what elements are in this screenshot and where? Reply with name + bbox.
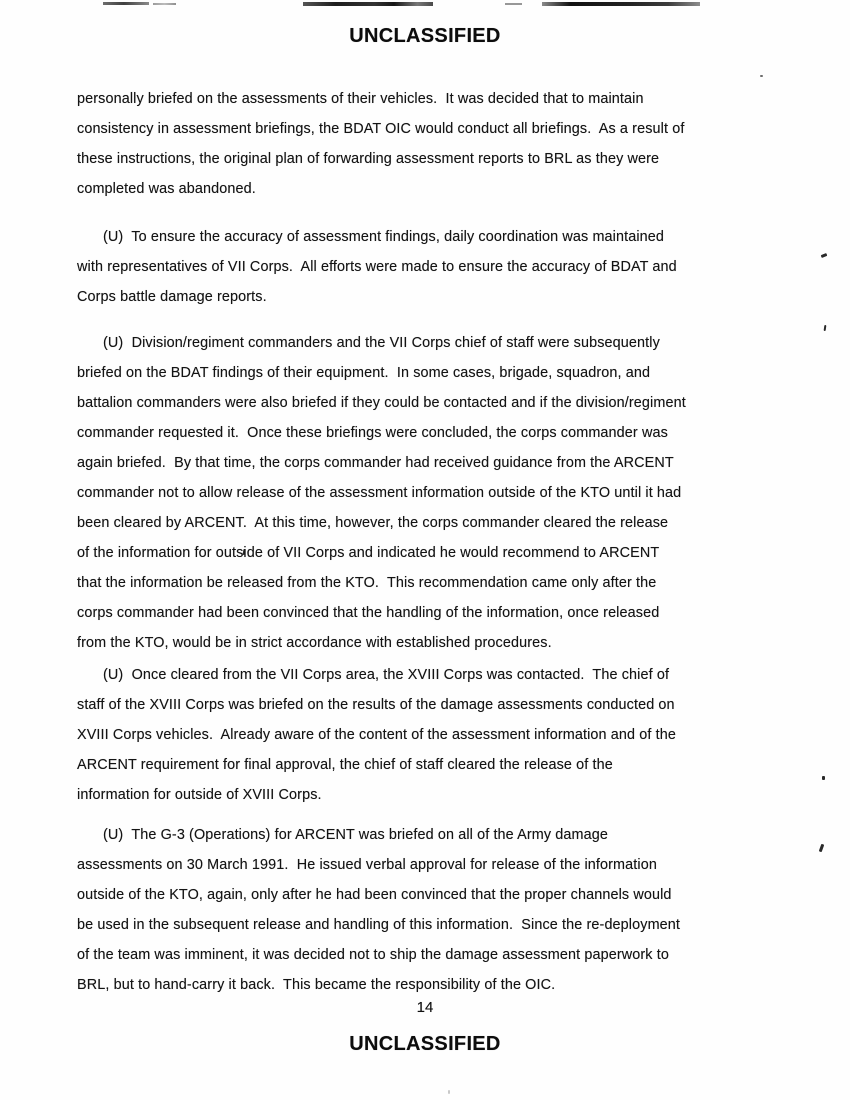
text-line: personally briefed on the assessments of their vehicles. It was decided that to maintain — [77, 91, 644, 107]
text-line: Corps battle damage reports. — [77, 289, 267, 305]
text-line: of the information for outside of VII Corps and indicated he would recommend to ARCENT — [77, 545, 660, 561]
text-line: (U) Once cleared from the VII Corps area, the XVIII Corps was contacted. The chief of — [103, 667, 670, 683]
text-line: corps commander had been convinced that the handling of the information, once released — [77, 605, 660, 621]
text-line: be used in the subsequent release and handling of this information. Since the re-deployment — [77, 917, 681, 933]
scan-streak — [542, 2, 700, 6]
paragraph — [77, 820, 753, 1000]
paragraph — [77, 328, 753, 658]
paragraph — [77, 222, 753, 312]
footer-classification-banner: UNCLASSIFIED — [349, 1033, 501, 1055]
text-line: battalion commanders were also briefed if they could be contacted and if the division/regiment — [77, 395, 686, 411]
text-line: (U) Division/regiment commanders and the VII Corps chief of staff were subsequently — [103, 335, 660, 351]
text-line: from the KTO, would be in strict accordance with established procedures. — [77, 635, 552, 651]
scan-speck — [824, 325, 827, 331]
scan-speck — [819, 844, 825, 853]
paragraph — [77, 84, 753, 204]
paragraph — [77, 660, 753, 810]
text-line: that the information be released from the KTO. This recommendation came only after the — [77, 575, 657, 591]
text-line: assessments on 30 March 1991. He issued verbal approval for release of the information — [77, 857, 657, 873]
text-line: staff of the XVIII Corps was briefed on the results of the damage assessments conducted on — [77, 697, 675, 713]
scan-streak — [103, 2, 149, 5]
text-line: completed was abandoned. — [77, 181, 256, 197]
text-line: briefed on the BDAT findings of their equipment. In some cases, brigade, squadron, and — [77, 365, 651, 381]
text-line: these instructions, the original plan of forwarding assessment reports to BRL as they were — [77, 151, 660, 167]
text-line: (U) To ensure the accuracy of assessment findings, daily coordination was maintained — [103, 229, 665, 245]
text-line: again briefed. By that time, the corps commander had received guidance from the ARCENT — [77, 455, 674, 471]
text-line: commander not to allow release of the assessment information outside of the KTO until it had — [77, 485, 682, 501]
document-body — [77, 84, 753, 1000]
text-line: information for outside of XVIII Corps. — [77, 787, 322, 803]
scan-streak — [153, 3, 176, 5]
scan-speck — [822, 776, 825, 780]
scan-speck — [448, 1090, 450, 1094]
scan-streak — [505, 3, 522, 5]
text-line: commander requested it. Once these briefings were concluded, the corps commander was — [77, 425, 668, 441]
text-line: been cleared by ARCENT. At this time, however, the corps commander cleared the release — [77, 515, 669, 531]
text-line: (U) The G-3 (Operations) for ARCENT was briefed on all of the Army damage — [103, 827, 609, 843]
header-classification-banner: UNCLASSIFIED — [349, 25, 501, 47]
text-line: outside of the KTO, again, only after he had been convinced that the proper channels would — [77, 887, 672, 903]
page-number: 14 — [416, 999, 434, 1016]
scan-streak — [303, 2, 433, 6]
scan-speck — [760, 75, 763, 77]
scan-speck — [821, 253, 828, 258]
text-line: of the team was imminent, it was decided not to ship the damage assessment paperwork to — [77, 947, 669, 963]
text-line: with representatives of VII Corps. All efforts were made to ensure the accuracy of BDAT and — [77, 259, 677, 275]
text-line: ARCENT requirement for final approval, the chief of staff cleared the release of the — [77, 757, 613, 773]
text-line: consistency in assessment briefings, the BDAT OIC would conduct all briefings. As a result of — [77, 121, 685, 137]
text-line: BRL, but to hand-carry it back. This became the responsibility of the OIC. — [77, 977, 556, 993]
text-line: XVIII Corps vehicles. Already aware of the content of the assessment information and of the — [77, 727, 676, 743]
